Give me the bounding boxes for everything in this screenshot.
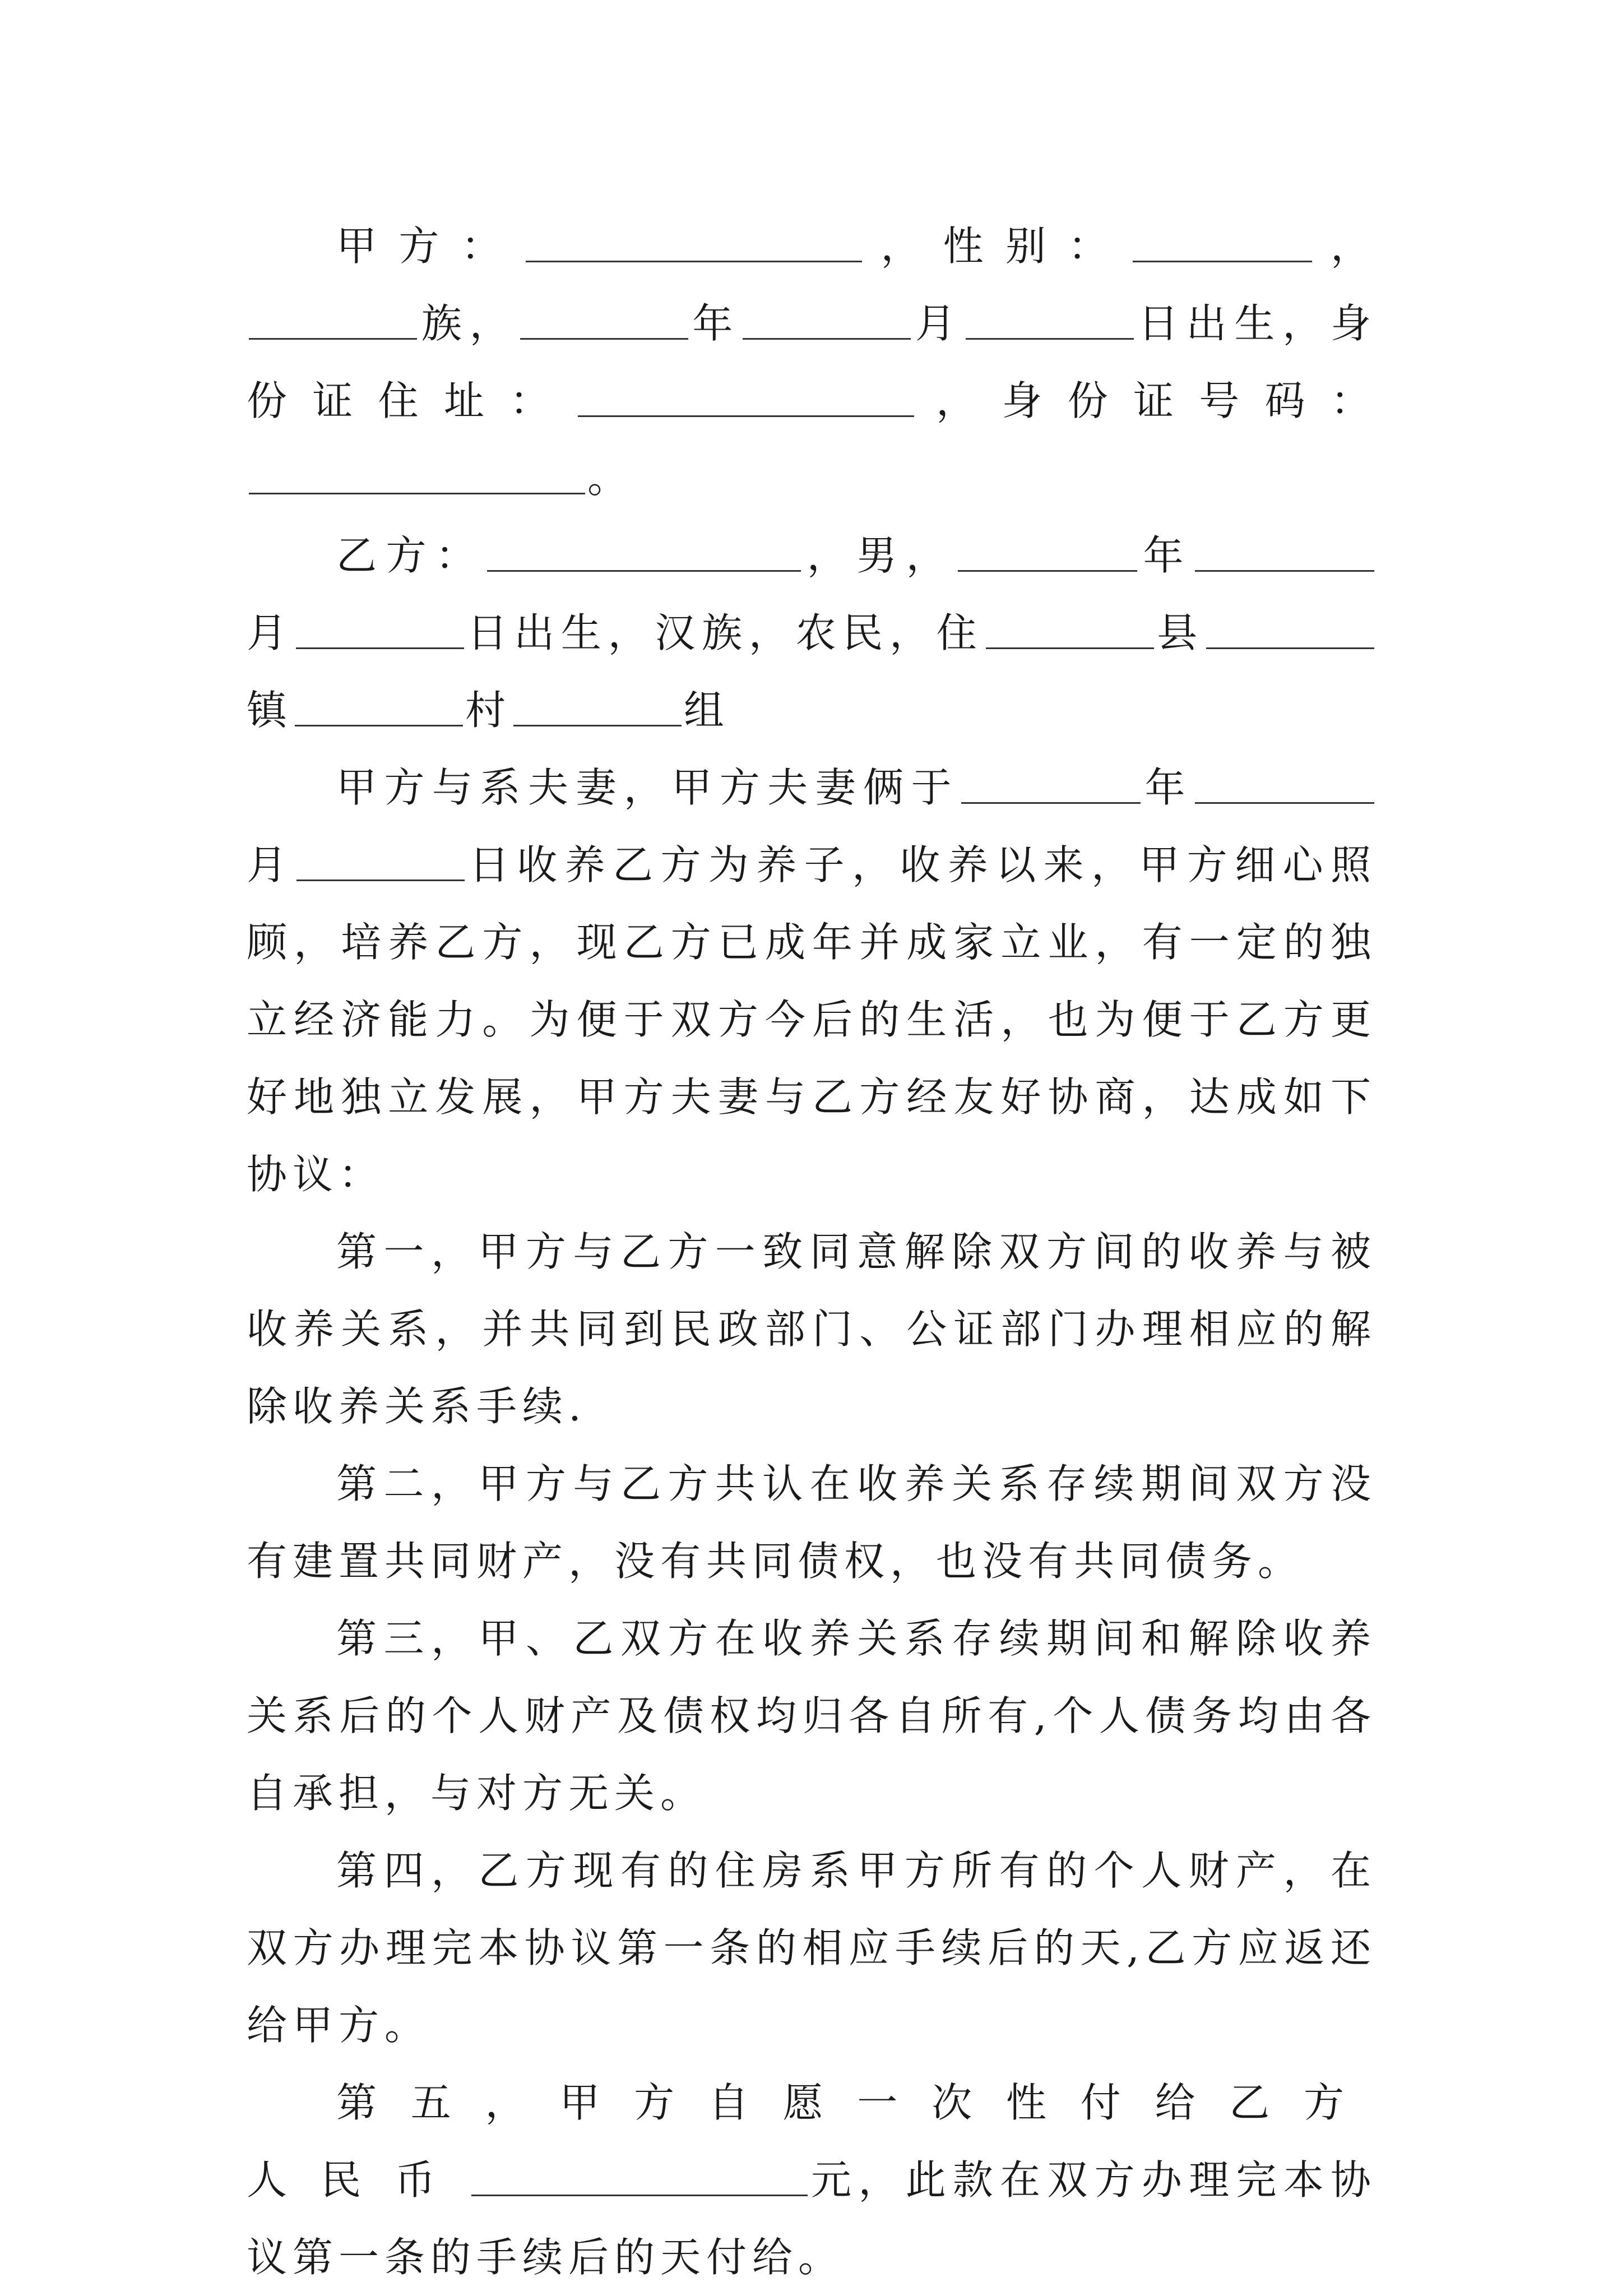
party-b-birth-year-blank[interactable] (958, 536, 1137, 572)
adoption-year-blank[interactable] (961, 769, 1141, 804)
party-a-birth-year-blank[interactable] (520, 304, 688, 340)
party-a-paragraph: 甲方： ，性别： ，族， 年 月 日出生，身份证住址： ，身份证号码：。 (247, 223, 1377, 502)
party-b-birth-day-blank[interactable] (296, 614, 464, 649)
party-a-id-number-blank[interactable] (249, 459, 585, 494)
clause-5 (247, 2064, 1377, 2296)
party-a-birth-day-blank[interactable] (966, 304, 1134, 340)
adoption-day-blank[interactable] (296, 846, 465, 881)
party-a-label: 甲方： (336, 223, 523, 270)
party-b-group-blank[interactable] (513, 691, 682, 726)
party-b-paragraph: 乙方： ，男， 年月 日出生，汉族，农民，住 县镇 村 组 (247, 517, 1377, 749)
party-a-name-blank[interactable] (526, 227, 862, 262)
clause-4: 第四，乙方现有的住房系甲方所有的个人财产，在双方办理完本协议第一条的相应手续后的天,乙方应返还给甲方。 (247, 1847, 1377, 2049)
clause-5-head: 第五，甲方自愿一次性付给乙方人民币 (247, 2079, 1377, 2204)
clause-3: 第三，甲、乙双方在收养关系存续期间和解除收养关系后的个人财产及债权均归各自所有,个人债务均由各自承担，与对方无关。 (247, 1615, 1377, 1817)
intro-paragraph: 甲方与系夫妻，甲方夫妻俩于 年月 日收养乙方为养子，收养以来，甲方细心照顾，培养乙方，现乙方已成年并成家立业，有一定的独立经济能力。为便于双方今后的生活，也为便于乙方更好地独立发展，甲方夫妻与乙方经友好协商，达成如下协议： (247, 764, 1377, 1198)
clause-1: 第一，甲方与乙方一致同意解除双方间的收养与被收养关系，并共同到民政部门、公证部门办理相应的解除收养关系手续. (247, 1228, 1377, 1430)
party-b-village-blank[interactable] (295, 691, 463, 726)
adoption-month-blank[interactable] (1195, 769, 1374, 804)
party-a-address-blank[interactable] (578, 382, 914, 417)
party-b-name-blank[interactable] (487, 536, 801, 572)
party-a-birth-month-blank[interactable] (743, 304, 911, 340)
party-b-town-blank[interactable] (1206, 614, 1374, 649)
party-a-ethnicity-blank[interactable] (249, 304, 417, 340)
party-b-label: 乙方： (336, 532, 485, 579)
party-b-county-blank[interactable] (986, 614, 1154, 649)
party-b-birth-month-blank[interactable] (1195, 536, 1374, 572)
clause-5-tail: 元，此款在双方办理完本协议第一条的手续后的天付给。 (247, 2156, 1377, 2281)
party-a-gender-blank[interactable] (1133, 227, 1312, 262)
agreement-body (247, 207, 1377, 2296)
clause-2: 第二，甲方与乙方共认在收养关系存续期间双方没有建置共同财产，没有共同债权，也没有共同债务。 (247, 1460, 1377, 1585)
payment-amount-blank[interactable] (471, 2161, 808, 2196)
